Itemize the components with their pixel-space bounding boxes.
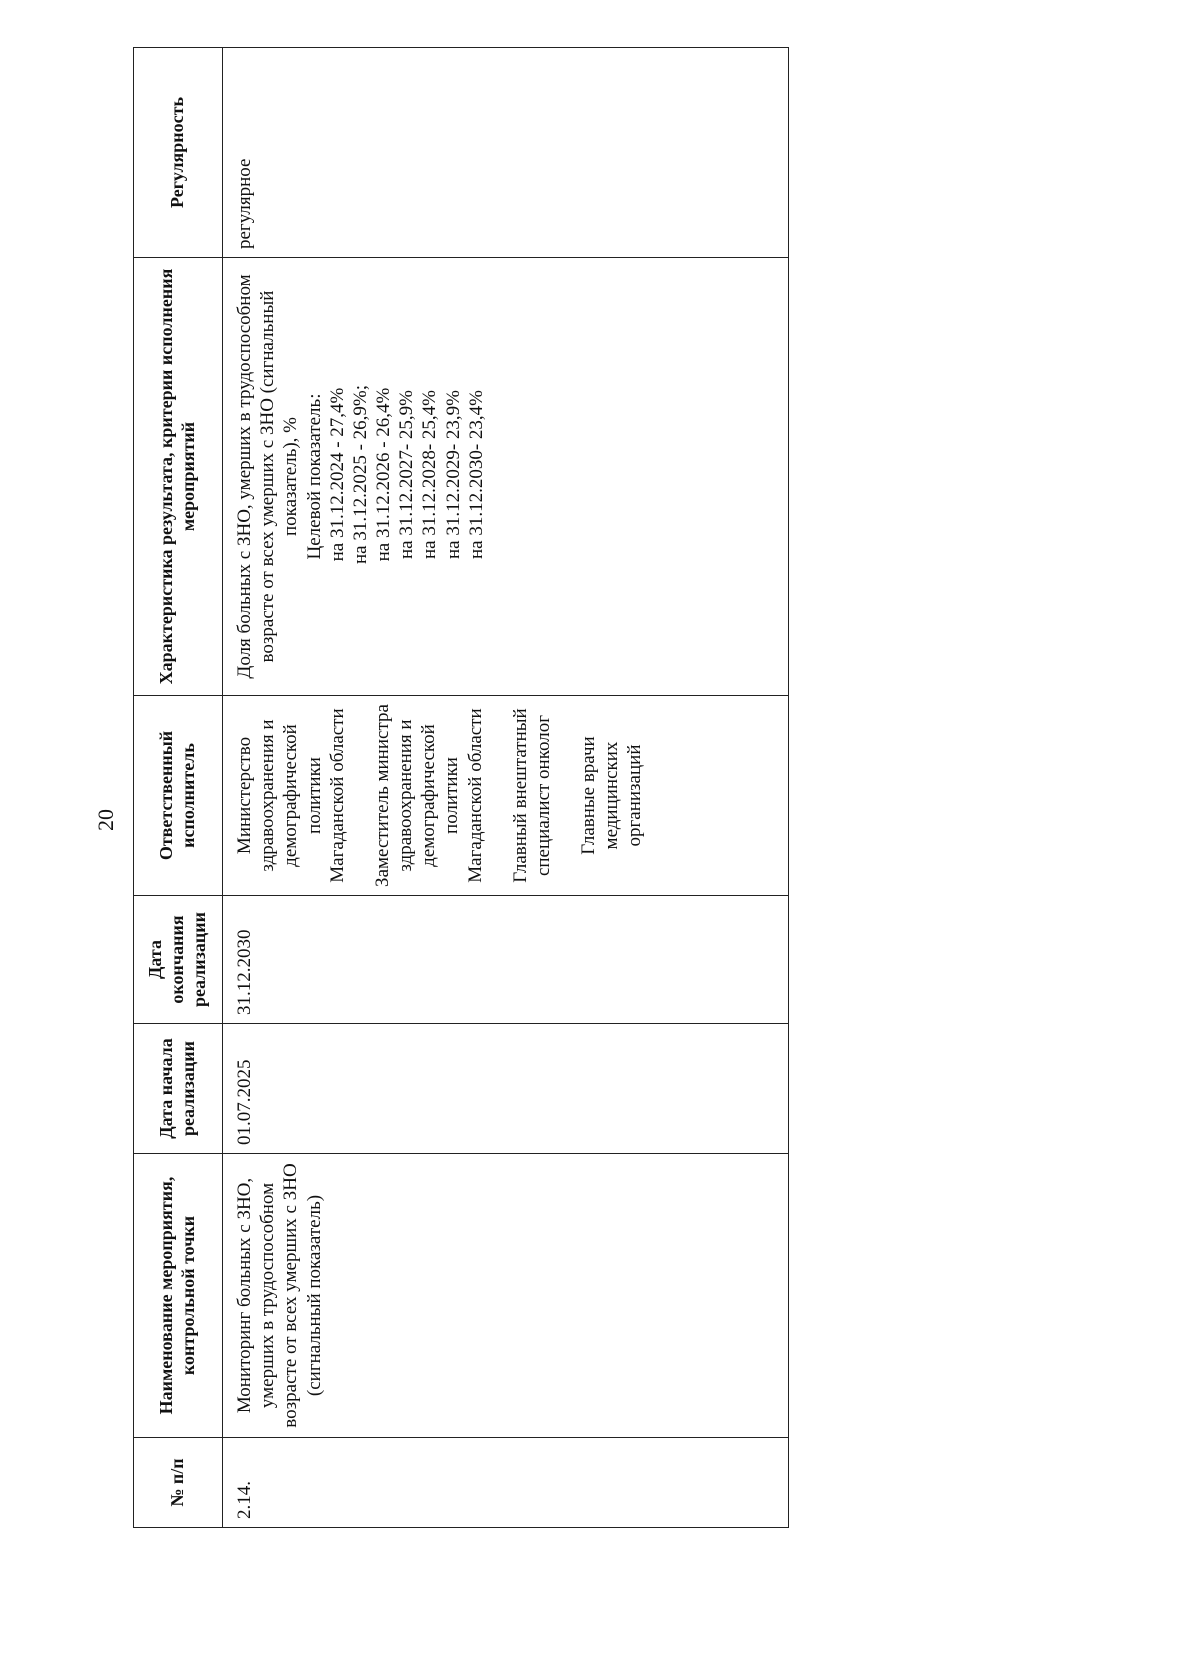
cell-start-date: 01.07.2025 [223, 1024, 789, 1154]
header-start-date: Дата начала реализации [134, 1024, 223, 1154]
header-end-date: Дата окончания реализации [134, 896, 223, 1024]
responsible-deputy-minister: Заместитель министра здравоохранения и демографической политики Магаданской области [371, 704, 486, 887]
activities-table [133, 47, 789, 1528]
criteria-value: на 31.12.2026 - 26,4% [373, 387, 395, 562]
criteria-value: на 31.12.2029- 23,9% [442, 390, 464, 560]
responsible-chief-oncologist: Главный внештатный специалист онколог [509, 708, 554, 883]
header-name: Наименование мероприятия, контрольной точки [134, 1154, 223, 1438]
header-num: № п/п [134, 1438, 223, 1528]
table-container [133, 48, 789, 1528]
criteria-value: на 31.12.2028- 25,4% [419, 390, 441, 560]
criteria-value: на 31.12.2027- 25,9% [396, 390, 418, 560]
cell-regularity: регулярное [223, 48, 789, 258]
cell-criteria [223, 258, 789, 696]
criteria-value: на 31.12.2030- 23,4% [465, 390, 487, 560]
responsible-chief-physicians: Главные врачи медицинских организаций [578, 736, 646, 855]
responsible-ministry: Министерство здравоохранения и демографической политики Магаданской области [234, 708, 348, 883]
cell-responsible [223, 696, 789, 896]
header-criteria: Характеристика результата, критерии исполнения мероприятий [134, 258, 223, 696]
header-responsible: Ответственный исполнитель [134, 696, 223, 896]
criteria-intro: Доля больных с ЗНО, умерших в трудоспособном возрасте от всех умерших с ЗНО (сигнальный показатель), % [234, 274, 302, 679]
table-header-row [134, 48, 223, 1528]
cell-activity-name: Мониторинг больных с ЗНО, умерших в трудоспособном возрасте от всех умерших с ЗНО (сигнальный показатель) [223, 1154, 789, 1438]
page-number: 20 [93, 809, 118, 831]
header-regularity: Регулярность [134, 48, 223, 258]
cell-num: 2.14. [223, 1438, 789, 1528]
criteria-value: на 31.12.2024 - 27,4% [326, 387, 348, 562]
criteria-value: на 31.12.2025 - 26,9%; [349, 384, 371, 565]
cell-end-date: 31.12.2030 [223, 896, 789, 1024]
criteria-target-label: Целевой показатель: [303, 393, 325, 560]
table-row [223, 48, 789, 1528]
